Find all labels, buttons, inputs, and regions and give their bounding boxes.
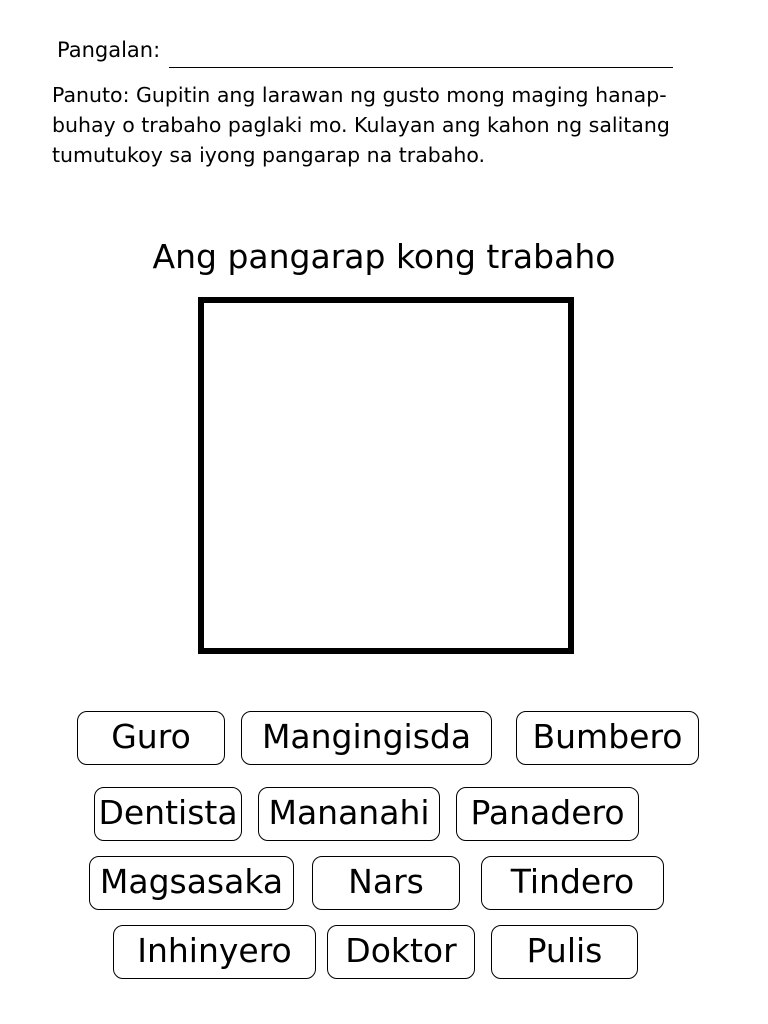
instructions-line-3: tumutukoy sa iyong pangarap na trabaho.: [52, 143, 486, 167]
job-box-nars[interactable]: Nars: [312, 856, 460, 910]
picture-paste-box[interactable]: [198, 297, 574, 654]
job-box-dentista[interactable]: Dentista: [94, 787, 242, 841]
instructions: [52, 80, 724, 170]
job-box-guro[interactable]: Guro: [77, 711, 225, 765]
job-box-panadero[interactable]: Panadero: [456, 787, 639, 841]
worksheet-title: Ang pangarap kong trabaho: [152, 237, 616, 276]
job-box-inhinyero[interactable]: Inhinyero: [113, 925, 316, 979]
instructions-line-2: buhay o trabaho paglaki mo. Kulayan ang kahon ng salitang: [52, 113, 670, 137]
name-label: Pangalan:: [57, 38, 161, 62]
job-box-magsasaka[interactable]: Magsasaka: [89, 856, 294, 910]
job-box-bumbero[interactable]: Bumbero: [516, 711, 699, 765]
job-box-tindero[interactable]: Tindero: [481, 856, 664, 910]
name-row: [57, 36, 677, 70]
instructions-line-1: Panuto: Gupitin ang larawan ng gusto mong maging hanap-: [52, 83, 667, 107]
name-write-line[interactable]: [169, 67, 673, 68]
job-box-mangingisda[interactable]: Mangingisda: [241, 711, 492, 765]
job-box-doktor[interactable]: Doktor: [327, 925, 475, 979]
job-box-mananahi[interactable]: Mananahi: [258, 787, 440, 841]
job-box-pulis[interactable]: Pulis: [491, 925, 638, 979]
